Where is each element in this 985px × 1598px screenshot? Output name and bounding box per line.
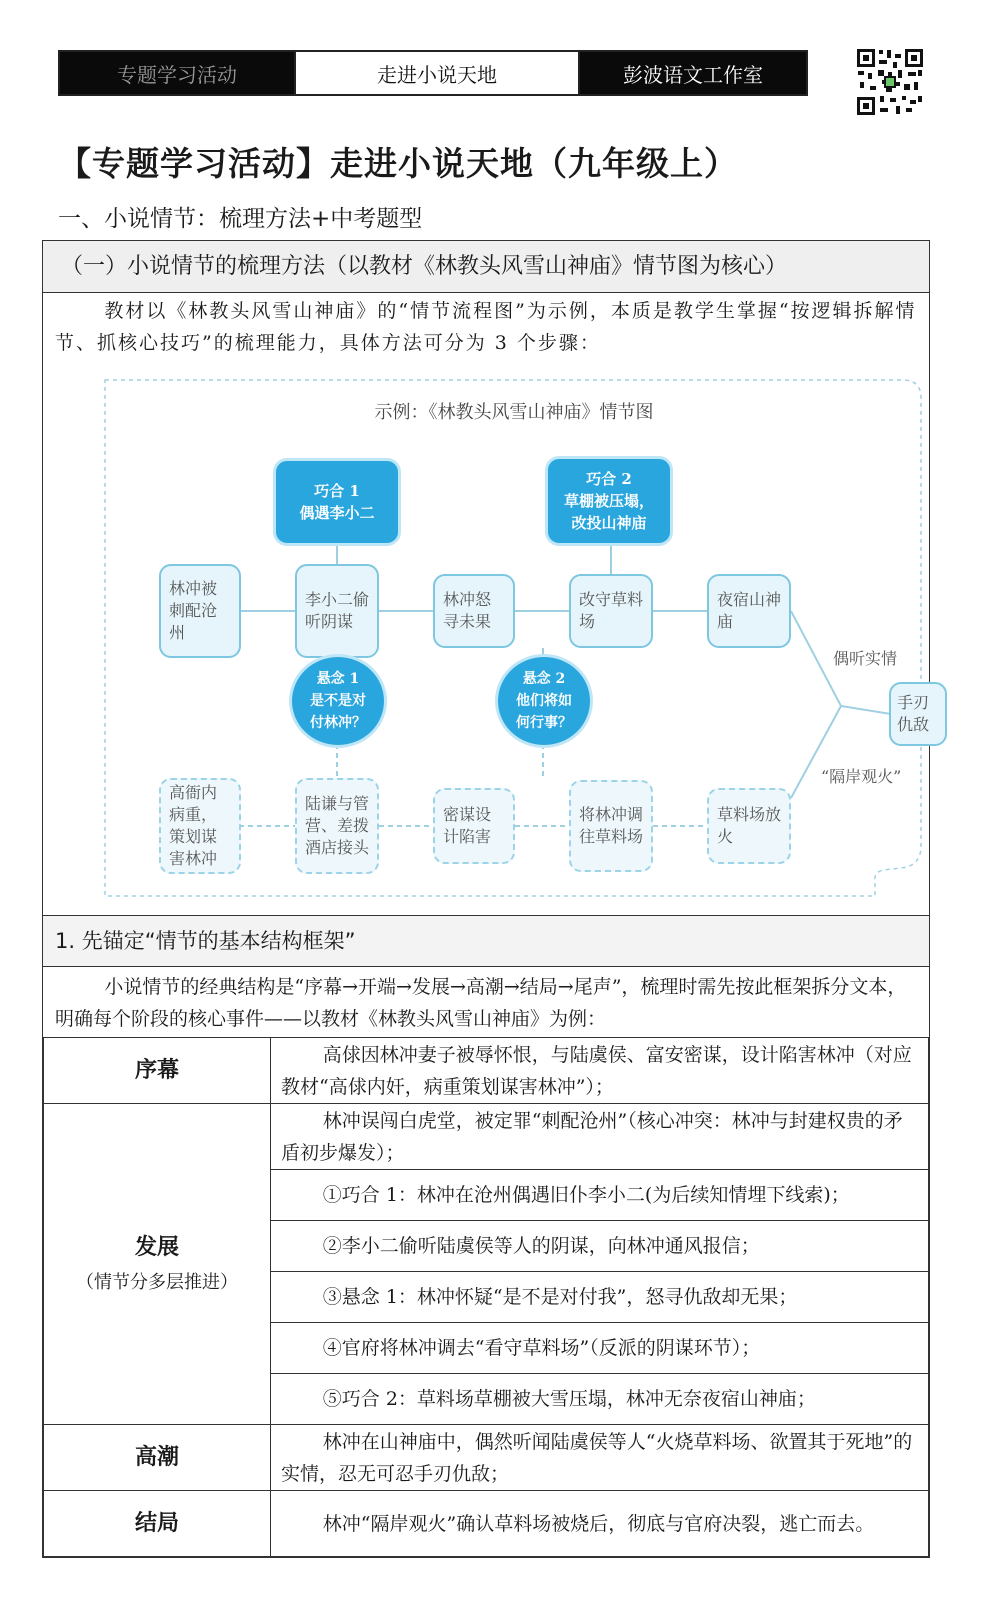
hidden-node-plot: [159, 778, 241, 874]
suspense-2-line1: 他们将如: [516, 693, 572, 709]
cell-prelude: 高俅因林冲妻子被辱怀恨，与陆虞侯、富安密谋，设计陷害林冲（对应教材“高俅内奸，病重策划谋害林冲”）；: [271, 1038, 929, 1104]
table-row-climax: [44, 1425, 929, 1491]
hidden-node-fire-text: 草料场放火: [717, 805, 782, 846]
qr-code-icon: [856, 48, 924, 116]
coincidence-2-line1: 草棚被压塌，: [563, 492, 654, 510]
plot-node-temple: [707, 574, 791, 648]
coincidence-1-box: [273, 458, 401, 546]
table-row-prelude: [44, 1038, 929, 1104]
cell-development-4: ④官府将林冲调去“看守草料场”（反派的阴谋环节）；: [271, 1323, 929, 1374]
suspense-1-title: 悬念 1: [316, 671, 360, 687]
label-development-note: （情节分多层推进）: [76, 1272, 238, 1293]
step1-heading: 1. 先锚定“情节的基本结构框架”: [43, 915, 929, 967]
header-tab-topic: 专题学习活动: [60, 52, 294, 94]
plot-node-revenge-text: 手刃仇敌: [897, 693, 930, 734]
suspense-2-title: 悬念 2: [522, 671, 566, 687]
plot-node-temple-text: 夜宿山神庙: [717, 590, 782, 631]
coincidence-2-title: 巧合 2: [586, 470, 632, 488]
hidden-node-fire: [707, 788, 791, 864]
plot-node-eavesdrop: [295, 564, 379, 658]
cell-development-3: ③悬念 1：林冲怀疑“是不是对付我”，怒寻仇敌却无果；: [271, 1272, 929, 1323]
table-row-ending: [44, 1491, 929, 1557]
label-ending: 结局: [44, 1491, 271, 1557]
suspense-2-line2: 何行事？: [516, 715, 572, 731]
header-bar: [58, 50, 808, 96]
hidden-node-scheme-text: 密谋设计陷害: [443, 805, 492, 846]
cell-development-5: ⑤巧合 2：草料场草棚被大雪压塌，林冲无奈夜宿山神庙；: [271, 1374, 929, 1425]
cell-development-2: ②李小二偷听陆虞侯等人的阴谋，向林冲通风报信；: [271, 1221, 929, 1272]
coincidence-1-text: 偶遇李小二: [299, 504, 375, 522]
hidden-node-transfer: [569, 780, 653, 872]
label-overheard: 偶听实情: [833, 649, 898, 668]
suspense-1-line1: 是不是对: [310, 693, 366, 709]
diagram-caption: 示例：《林教头风雪山神庙》情节图: [374, 402, 654, 423]
plot-node-search: [433, 574, 515, 648]
plot-node-guard: [569, 574, 653, 648]
plot-node-exile-text: 林冲被刺配沧州: [169, 579, 218, 642]
hidden-node-transfer-text: 将林冲调往草料场: [579, 805, 644, 846]
plot-node-eavesdrop-text: 李小二偷听阴谋: [305, 590, 370, 631]
header-tab-studio: 彭波语文工作室: [580, 52, 806, 94]
suspense-1-circle: [289, 654, 387, 748]
plot-node-search-text: 林冲怒寻未果: [443, 590, 492, 631]
hidden-node-scheme: [433, 788, 515, 864]
plot-diagram: [103, 378, 930, 898]
cell-climax: 林冲在山神庙中，偶然听闻陆虞侯等人“火烧草料场、欲置其于死地”的实情，忍无可忍手刃仇敌；: [271, 1425, 929, 1491]
label-watch-fire: “隔岸观火”: [821, 767, 902, 786]
hidden-node-meeting: [295, 778, 379, 874]
method-box-heading: （一）小说情节的梳理方法（以教材《林教头风雪山神庙》情节图为核心）: [43, 241, 929, 293]
label-climax: 高潮: [44, 1425, 271, 1491]
coincidence-2-line2: 改投山神庙: [571, 514, 647, 532]
plot-node-guard-text: 改守草料场: [579, 590, 644, 631]
label-development: 发展: [134, 1235, 179, 1260]
suspense-1-line2: 付林冲？: [310, 715, 366, 731]
label-prelude: 序幕: [44, 1038, 271, 1104]
plot-node-revenge: [889, 682, 947, 746]
suspense-2-circle: [495, 654, 593, 748]
hidden-node-meeting-text: 陆谦与管营、差拨酒店接头: [305, 794, 370, 857]
header-tab-title: 走进小说天地: [294, 52, 580, 94]
section-title: 一、小说情节：梳理方法+中考题型: [58, 206, 423, 232]
cell-development-1: ①巧合 1：林冲在沧州偶遇旧仆李小二(为后续知情埋下线索)；: [271, 1170, 929, 1221]
plot-structure-table: [43, 1037, 929, 1557]
cell-ending: 林冲“隔岸观火”确认草料场被烧后，彻底与官府决裂，逃亡而去。: [271, 1491, 929, 1557]
coincidence-2-box: [545, 456, 673, 546]
label-development-cell: [44, 1104, 271, 1425]
plot-node-exile: [159, 564, 241, 658]
table-row-development: [44, 1104, 929, 1170]
method-intro: 教材以《林教头风雪山神庙》的“情节流程图”为示例，本质是教学生掌握“按逻辑拆解情节、抓核心技巧”的梳理能力，具体方法可分为 3 个步骤：: [55, 300, 917, 354]
document-title: 【专题学习活动】走进小说天地（九年级上）: [58, 144, 738, 183]
coincidence-1-title: 巧合 1: [314, 482, 360, 500]
method-box: [42, 240, 930, 1558]
cell-development-0: 林冲误闯白虎堂，被定罪“刺配沧州”（核心冲突：林冲与封建权贵的矛盾初步爆发）；: [271, 1104, 929, 1170]
hidden-node-plot-text: 高衙内病重，策划谋害林冲: [169, 783, 218, 868]
step1-intro: 小说情节的经典结构是“序幕→开端→发展→高潮→结局→尾声”，梳理时需先按此框架拆分文本，明确每个阶段的核心事件——以教材《林教头风雪山神庙》为例：: [55, 976, 907, 1030]
